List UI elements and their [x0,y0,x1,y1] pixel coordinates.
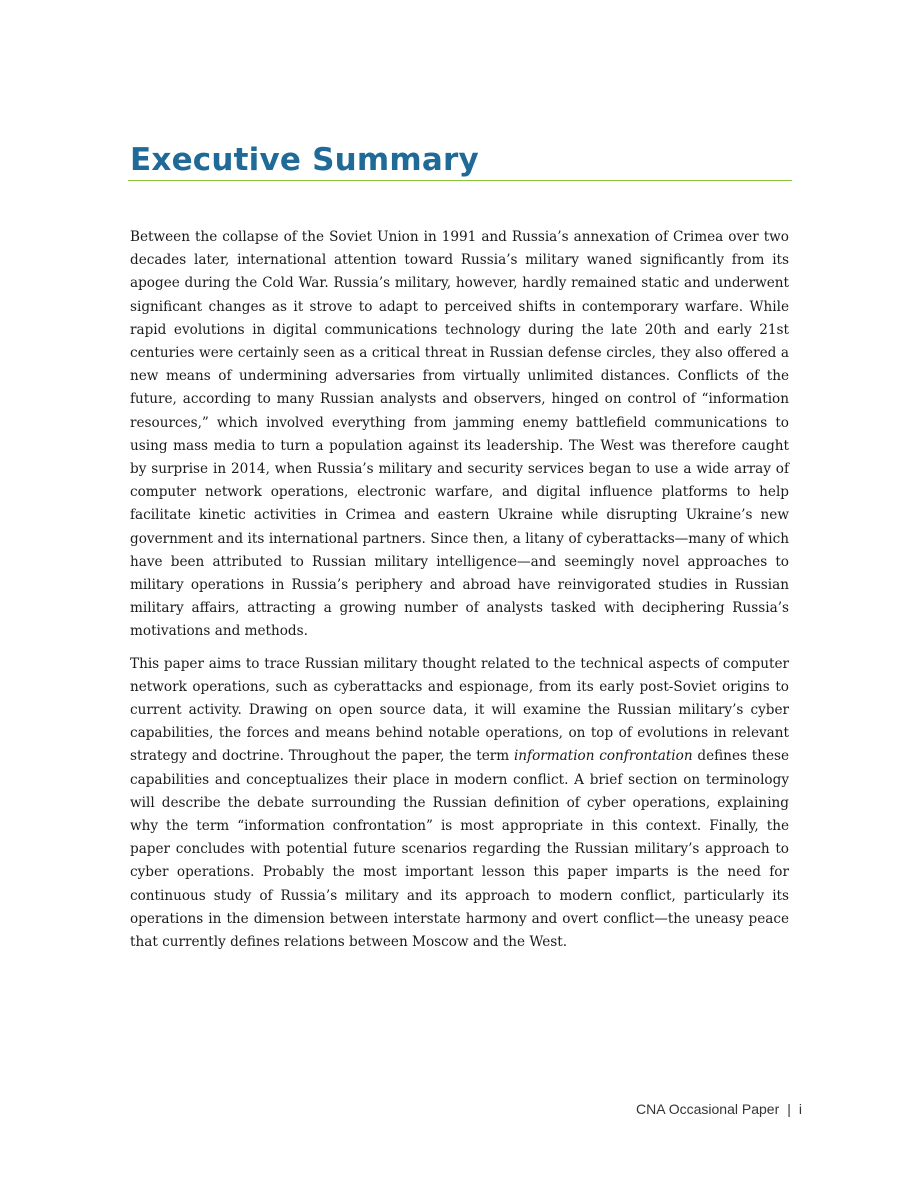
paragraph-1: Between the collapse of the Soviet Union in 1991 and Russia’s annexation of Crimea over two decades later, international attention toward Russia’s military waned significantly from its apogee during the Cold War. Russia’s military, however, hardly remained static and underwent significant changes as it strove to adapt to perceived shifts in contemporary warfare. While rapid evolutions in digital communications technology during the late 20th and early 21st centuries were certainly seen as a critical threat in Russian defense circles, they also offered a new means of undermining adversaries from virtually unlimited distances. Conflicts of the future, according to many Russian analysts and observers, hinged on control of “information resources,” which involved everything from jamming enemy battlefield communications to using mass media to turn a population against its leadership. The West was therefore caught by surprise in 2014, when Russia’s military and security services began to use a wide array of computer network operations, electronic warfare, and digital influence platforms to help facilitate kinetic activities in Crimea and eastern Ukraine while disrupting Ukraine’s new government and its international partners. Since then, a litany of cyberattacks—many of which have been attributed to Russian military intelligence—and seemingly novel approaches to military operations in Russia’s periphery and abroad have reinvigorated studies in Russian military affairs, attracting a growing number of analysts tasked with deciphering Russia’s motivations and methods. [130,229,789,640]
paragraph-2-text-start: This paper aims to trace Russian military thought related to the technical aspects of computer network operations, such as cyberattacks and espionage, from its early post-Soviet origins to current activity. Drawing on open source data, it will examine the Russian military’s cyber capabilities, the forces and means behind notable operations, on top of evolutions in relevant strategy and doctrine. Throughout the paper, the term [130,655,789,765]
footer-publication: CNA Occasional Paper [636,1101,780,1117]
heading-underline-rule [128,180,792,181]
italic-term: information confrontation [513,748,693,765]
page-footer [636,1099,802,1119]
page-title: Executive Summary [130,142,479,178]
paragraph-2 [130,653,789,955]
body-text [130,226,789,954]
paragraph-2-text-end: defines these capabilities and conceptualizes their place in modern conflict. A brief section on terminology will describe the debate surrounding the Russian definition of cyber operations, explaining why the term “information confrontation” is most appropriate in this context. Finally, the paper concludes with potential future scenarios regarding the Russian military’s approach to cyber operations. Probably the most important lesson this paper imparts is the need for continuous study of Russia’s military and its approach to modern conflict, particularly its operations in the dimension between interstate harmony and overt conflict—the uneasy peace that currently defines relations between Moscow and the West. [130,748,790,951]
footer-separator: | [787,1101,791,1117]
page-number: i [798,1101,802,1117]
